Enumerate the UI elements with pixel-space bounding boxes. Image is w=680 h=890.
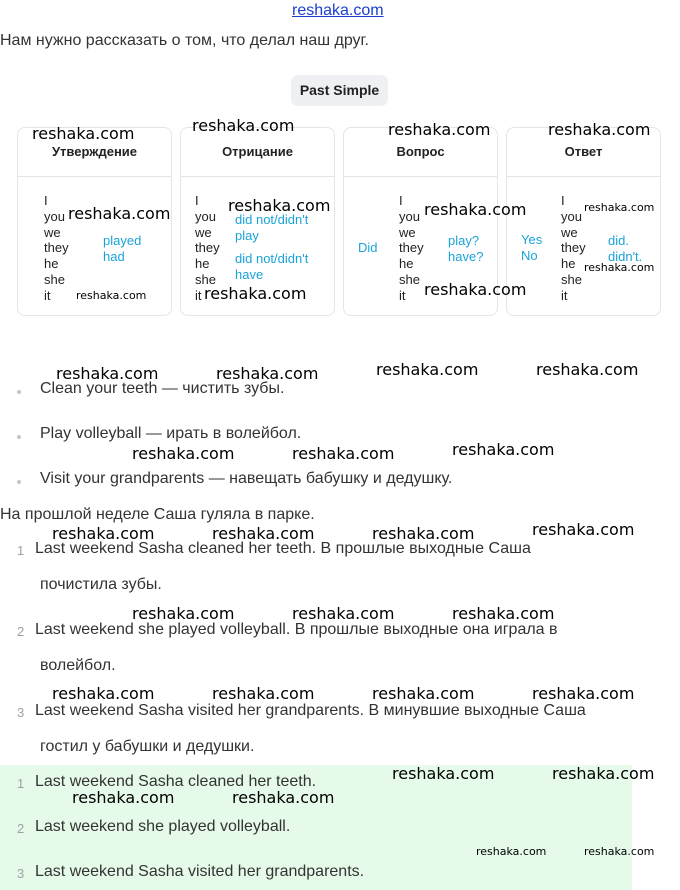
bullet-dot	[17, 480, 21, 484]
watermark: reshaka.com	[536, 360, 639, 379]
item-number: 3	[17, 705, 25, 720]
verb-form: had	[103, 249, 125, 264]
watermark: reshaka.com	[56, 364, 159, 383]
answer-yes: Yes	[521, 232, 543, 247]
answer-line: Last weekend she played volleyball.	[35, 818, 291, 835]
watermark: reshaka.com	[372, 524, 475, 543]
auxiliary-did: Did	[358, 240, 378, 255]
watermark: reshaka.com	[424, 200, 527, 219]
item-number: 3	[17, 866, 25, 881]
watermark: reshaka.com	[52, 524, 155, 543]
watermark: reshaka.com	[532, 520, 635, 539]
watermark: reshaka.com	[68, 204, 171, 223]
watermark: reshaka.com	[132, 444, 235, 463]
watermark: reshaka.com	[476, 845, 547, 858]
watermark: reshaka.com	[584, 845, 655, 858]
item-number: 2	[17, 624, 25, 639]
card-header: Ответ	[507, 128, 660, 177]
watermark: reshaka.com	[552, 764, 655, 783]
watermark: reshaka.com	[212, 684, 315, 703]
answer-no: No	[521, 248, 538, 263]
watermark: reshaka.com	[292, 604, 395, 623]
watermark: reshaka.com	[292, 444, 395, 463]
sentence-line: Last weekend Sasha visited her grandparents. В минувшие выходные Саша	[35, 702, 586, 719]
verb-form: did not/didn't have	[235, 251, 309, 282]
watermark: reshaka.com	[212, 524, 315, 543]
item-number: 1	[17, 776, 25, 791]
vocab-item: Visit your grandparents — навещать бабушку и дедушку.	[40, 470, 453, 487]
watermark: reshaka.com	[216, 364, 319, 383]
answer-line: Last weekend Sasha cleaned her teeth.	[35, 773, 317, 790]
watermark: reshaka.com	[32, 124, 135, 143]
watermark: reshaka.com	[392, 764, 495, 783]
watermark: reshaka.com	[388, 120, 491, 139]
answer-card	[506, 127, 661, 316]
bullet-dot	[17, 390, 21, 394]
verb-form: have?	[448, 249, 484, 264]
sentence-translation: волейбол.	[40, 657, 116, 674]
sentence-translation: гостил у бабушки и дедушки.	[40, 738, 255, 755]
watermark: reshaka.com	[372, 684, 475, 703]
verb-form: did.	[608, 233, 629, 248]
pronoun-list: I you we they he she it	[561, 193, 586, 303]
card-header: Утверждение	[18, 128, 171, 177]
site-title-link[interactable]: reshaka.com	[292, 2, 384, 19]
card-header: Отрицание	[181, 128, 334, 177]
watermark: reshaka.com	[532, 684, 635, 703]
watermark: reshaka.com	[52, 684, 155, 703]
watermark: reshaka.com	[452, 604, 555, 623]
sentence-line: Last weekend she played volleyball. В прошлые выходные она играла в	[35, 621, 558, 638]
watermark: reshaka.com	[548, 120, 651, 139]
sentence-translation: почистила зубы.	[40, 576, 162, 593]
item-number: 1	[17, 543, 25, 558]
verb-form: play?	[448, 233, 480, 248]
answer-line: Last weekend Sasha visited her grandparents.	[35, 863, 365, 880]
card-header: Вопрос	[344, 128, 497, 177]
vocab-item: Play volleyball — ирать в волейбол.	[40, 425, 302, 442]
pronoun-list: I you we they he she it	[44, 193, 69, 303]
watermark: reshaka.com	[76, 289, 147, 302]
pronoun-list: I you we they he she it	[399, 193, 424, 303]
story-intro: На прошлой неделе Саша гуляла в парке.	[0, 506, 315, 523]
vocab-item: Clean your teeth — чистить зубы.	[40, 380, 285, 397]
watermark: reshaka.com	[232, 788, 335, 807]
watermark: reshaka.com	[72, 788, 175, 807]
watermark: reshaka.com	[424, 280, 527, 299]
watermark: reshaka.com	[204, 284, 307, 303]
tense-label: Past Simple	[291, 75, 388, 106]
watermark: reshaka.com	[192, 116, 295, 135]
watermark: reshaka.com	[584, 201, 655, 214]
bullet-dot	[17, 435, 21, 439]
sentence-line: Last weekend Sasha cleaned her teeth. В прошлые выходные Саша	[35, 540, 531, 557]
watermark: reshaka.com	[452, 440, 555, 459]
watermark: reshaka.com	[584, 261, 655, 274]
verb-form: did not/didn't play	[235, 212, 309, 243]
watermark: reshaka.com	[132, 604, 235, 623]
pronoun-list: I you we they he she it	[195, 193, 220, 303]
verb-form: didn't.	[608, 249, 643, 264]
watermark: reshaka.com	[376, 360, 479, 379]
watermark: reshaka.com	[228, 196, 331, 215]
intro-text: Нам нужно рассказать о том, что делал наш друг.	[0, 32, 369, 49]
item-number: 2	[17, 821, 25, 836]
verb-form: played	[103, 233, 142, 248]
